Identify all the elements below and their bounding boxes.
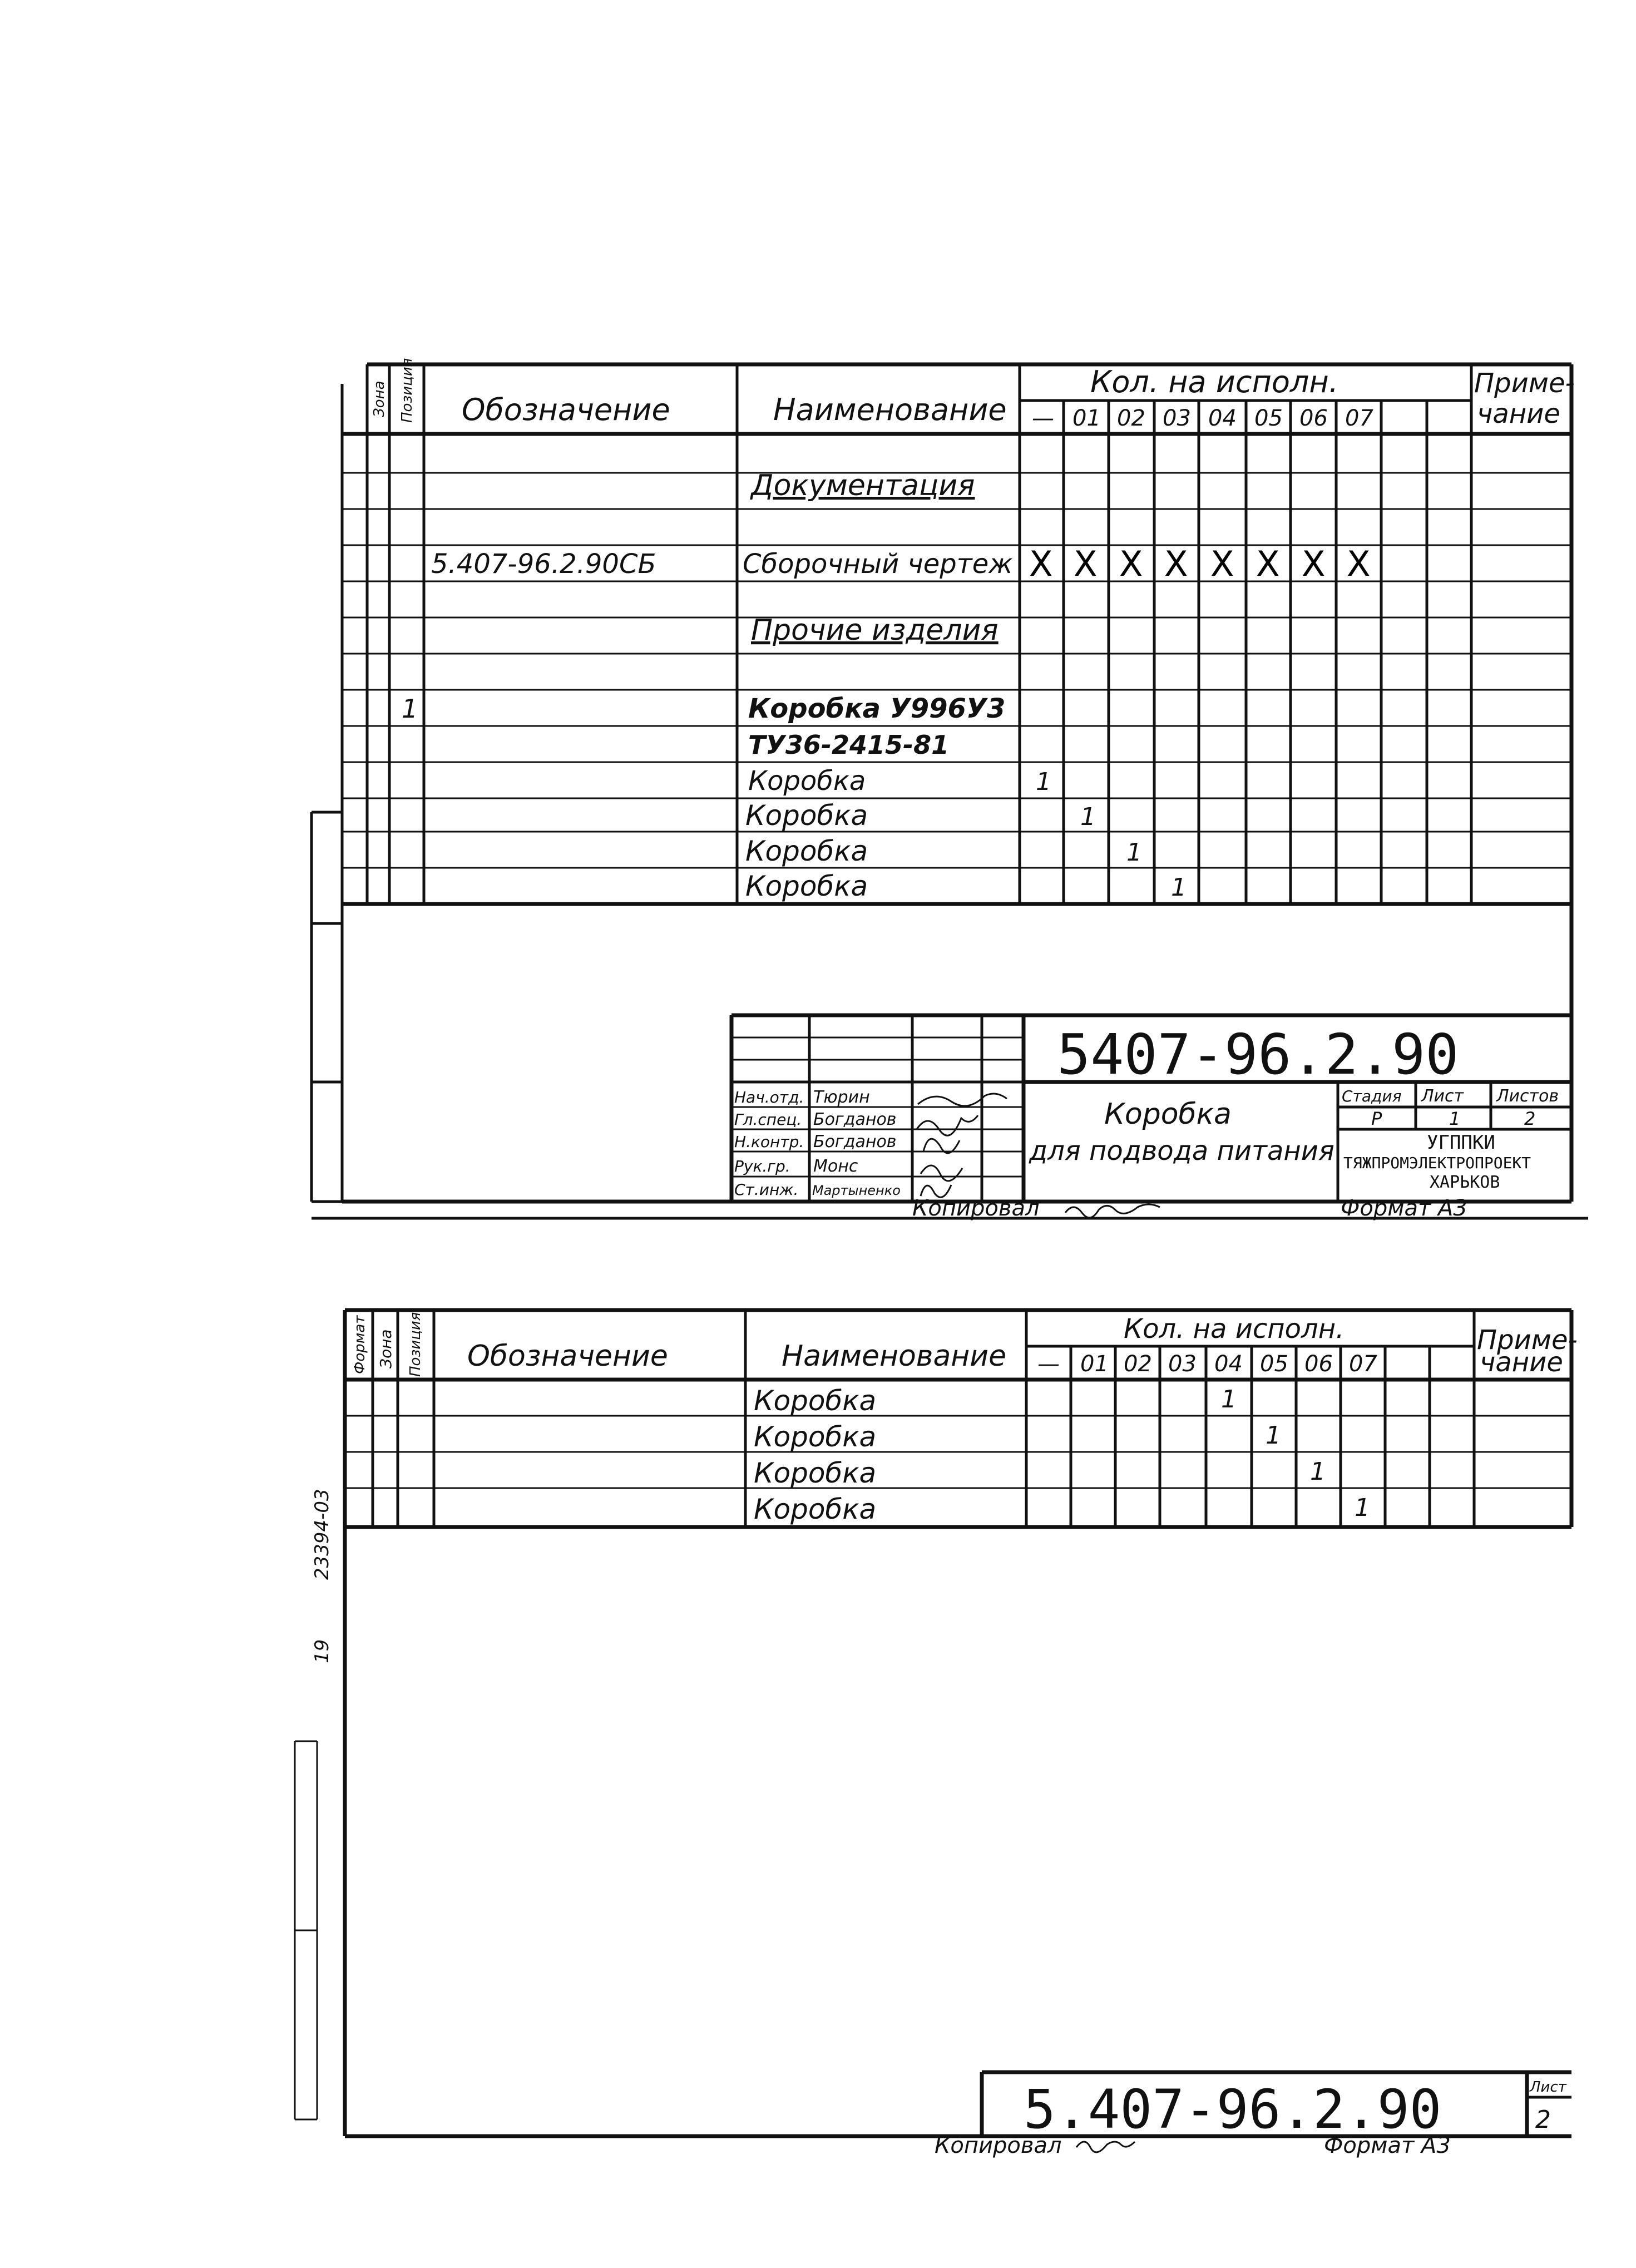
- variant-row-name: Коробка: [754, 1493, 877, 1525]
- variant-row-qty: 1: [1036, 768, 1051, 796]
- margin-stamp: [295, 1489, 333, 2119]
- variant-row-qty: 1: [1221, 1385, 1237, 1414]
- variant-row-qty: 1: [1171, 873, 1187, 902]
- variant-row-qty: 1: [1080, 803, 1096, 831]
- variant-header: 06: [1299, 406, 1328, 431]
- item-position: 1: [402, 694, 418, 724]
- variant-header: 05: [1254, 406, 1283, 431]
- drawing-code: 5407-96.2.90: [1057, 1022, 1459, 1087]
- variant-mark: X: [1347, 543, 1371, 584]
- drawing-title-line1: Коробка: [1104, 1098, 1232, 1131]
- variant-header: 04: [1208, 406, 1237, 431]
- assembly-drawing-designation: 5.407-96.2.90СБ: [431, 549, 656, 580]
- signer-name: Тюрин: [813, 1088, 870, 1107]
- variant-mark: X: [1119, 543, 1143, 584]
- sheet-1-header: [371, 358, 1575, 431]
- column-zone-label: Зона: [377, 1329, 395, 1368]
- copied-by-label: Копировал: [935, 2133, 1062, 2158]
- organization-line2: ТЯЖПРОМЭЛЕКТРОПРОЕКТ: [1343, 1154, 1531, 1172]
- column-position-label: Позиция: [399, 358, 416, 423]
- sheet-1-footer: [312, 1195, 1588, 1221]
- variant-row-name: Коробка: [745, 799, 868, 832]
- variant-header: 03: [1163, 406, 1191, 431]
- variant-row-qty: 1: [1126, 838, 1142, 867]
- variant-mark: X: [1302, 543, 1326, 584]
- variant-row-qty: 1: [1355, 1494, 1370, 1522]
- sheet-2-title-block: [982, 2072, 1571, 2141]
- signature-names: [812, 1088, 901, 1198]
- variant-mark: X: [1074, 543, 1098, 584]
- sheets-value: 2: [1524, 1108, 1536, 1129]
- role-label: Нач.отд.: [734, 1088, 804, 1106]
- variant-row-name: Коробка: [745, 870, 868, 902]
- quantity-variant-headers: [1037, 1351, 1377, 1377]
- sheet-label: Лист: [1530, 2079, 1566, 2096]
- drawing-code: 5.407-96.2.90: [1024, 2078, 1442, 2141]
- column-note-label-line2: чание: [1477, 398, 1560, 429]
- variant-header: 05: [1260, 1351, 1288, 1377]
- sheet-2-body: [754, 1385, 1370, 1525]
- variant-row-name: Коробка: [748, 765, 866, 797]
- variant-header: 02: [1124, 1351, 1152, 1377]
- sheet-2-specification: [295, 1310, 1578, 2158]
- column-designation-label: Обозначение: [467, 1340, 668, 1373]
- sheets-label: Листов: [1496, 1086, 1559, 1106]
- organization-line1: УГППКИ: [1427, 1131, 1495, 1154]
- variant-mark: X: [1029, 543, 1053, 584]
- section-other-items: Прочие изделия: [751, 614, 999, 647]
- column-name-label: Наименование: [773, 392, 1007, 427]
- variant-header: —: [1032, 406, 1054, 431]
- inventory-number: 23394-03: [311, 1489, 333, 1580]
- signer-name: Монс: [813, 1157, 858, 1176]
- column-note-label-line2: чание: [1480, 1347, 1563, 1378]
- sheet-label: Лист: [1421, 1086, 1464, 1106]
- role-label: Гл.спец.: [734, 1110, 802, 1129]
- variant-mark: X: [1256, 543, 1280, 584]
- variant-row-qty: 1: [1266, 1421, 1281, 1450]
- variant-row-name: Коробка: [754, 1457, 877, 1489]
- quantity-by-variant-title: Кол. на исполн.: [1124, 1313, 1345, 1345]
- column-designation-label: Обозначение: [462, 392, 670, 427]
- copier-signature: [1065, 1204, 1160, 1218]
- variant-header: 07: [1345, 406, 1373, 431]
- signature-roles: [734, 1088, 804, 1199]
- item-name: Коробка У996У3: [748, 693, 1006, 724]
- column-zone-label: Зона: [371, 381, 388, 417]
- variant-header: 03: [1168, 1351, 1197, 1377]
- copied-by-label: Копировал: [912, 1195, 1040, 1221]
- section-documentation: Документация: [751, 469, 975, 502]
- role-label: Рук.гр.: [734, 1157, 790, 1175]
- signer-name: Мартыненко: [812, 1183, 901, 1198]
- assembly-drawing-name: Сборочный чертеж: [743, 549, 1013, 580]
- copier-signature: [1076, 2142, 1135, 2152]
- sheet-1-body: [402, 469, 1370, 902]
- variant-header: 04: [1214, 1351, 1243, 1377]
- sheet-1-title-block: [731, 1015, 1571, 1202]
- column-note-label-line1: Приме-: [1474, 368, 1575, 399]
- variant-row-name: Коробка: [754, 1385, 877, 1417]
- column-format-label: Формат: [352, 1315, 368, 1374]
- stage-label: Стадия: [1342, 1087, 1402, 1105]
- sheet-1-margin-frame: [312, 384, 342, 1202]
- handwritten-signatures: [917, 1094, 1007, 1197]
- role-label: Ст.инж.: [734, 1180, 799, 1199]
- variant-row-qty: 1: [1310, 1457, 1326, 1486]
- variant-mark: X: [1210, 543, 1234, 584]
- format-label: Формат А3: [1324, 2133, 1451, 2158]
- column-name-label: Наименование: [782, 1340, 1007, 1373]
- variant-header: 07: [1349, 1351, 1377, 1377]
- sheet-value: 2: [1535, 2106, 1551, 2134]
- role-label: Н.контр.: [734, 1133, 804, 1151]
- sheet-1-specification: [312, 358, 1588, 1221]
- variant-header: 06: [1304, 1351, 1333, 1377]
- variant-row-name: Коробка: [754, 1421, 877, 1453]
- stage-value: Р: [1371, 1108, 1382, 1129]
- variant-header: 01: [1072, 406, 1101, 431]
- format-label: Формат А3: [1341, 1195, 1467, 1221]
- drawing-title-line2: для подвода питания: [1029, 1135, 1334, 1167]
- sheet-value: 1: [1449, 1108, 1461, 1129]
- column-note-label-line1: Приме-: [1477, 1325, 1578, 1356]
- organization-line3: ХАРЬКОВ: [1430, 1173, 1500, 1192]
- item-spec: ТУ36-2415-81: [748, 730, 950, 760]
- margin-sheet-number: 19: [311, 1639, 333, 1663]
- variant-header: 01: [1080, 1351, 1109, 1377]
- variant-mark: X: [1164, 543, 1188, 584]
- variant-header: —: [1037, 1351, 1060, 1377]
- signer-name: Богданов: [813, 1110, 897, 1129]
- variant-header: 02: [1117, 406, 1145, 431]
- quantity-by-variant-title: Кол. на исполн.: [1090, 364, 1338, 399]
- column-position-label: Позиция: [407, 1312, 424, 1377]
- variant-row-name: Коробка: [745, 835, 868, 867]
- sheet-2-table-grid: [345, 1310, 1571, 2136]
- signer-name: Богданов: [813, 1132, 897, 1152]
- quantity-variant-headers: [1032, 406, 1373, 431]
